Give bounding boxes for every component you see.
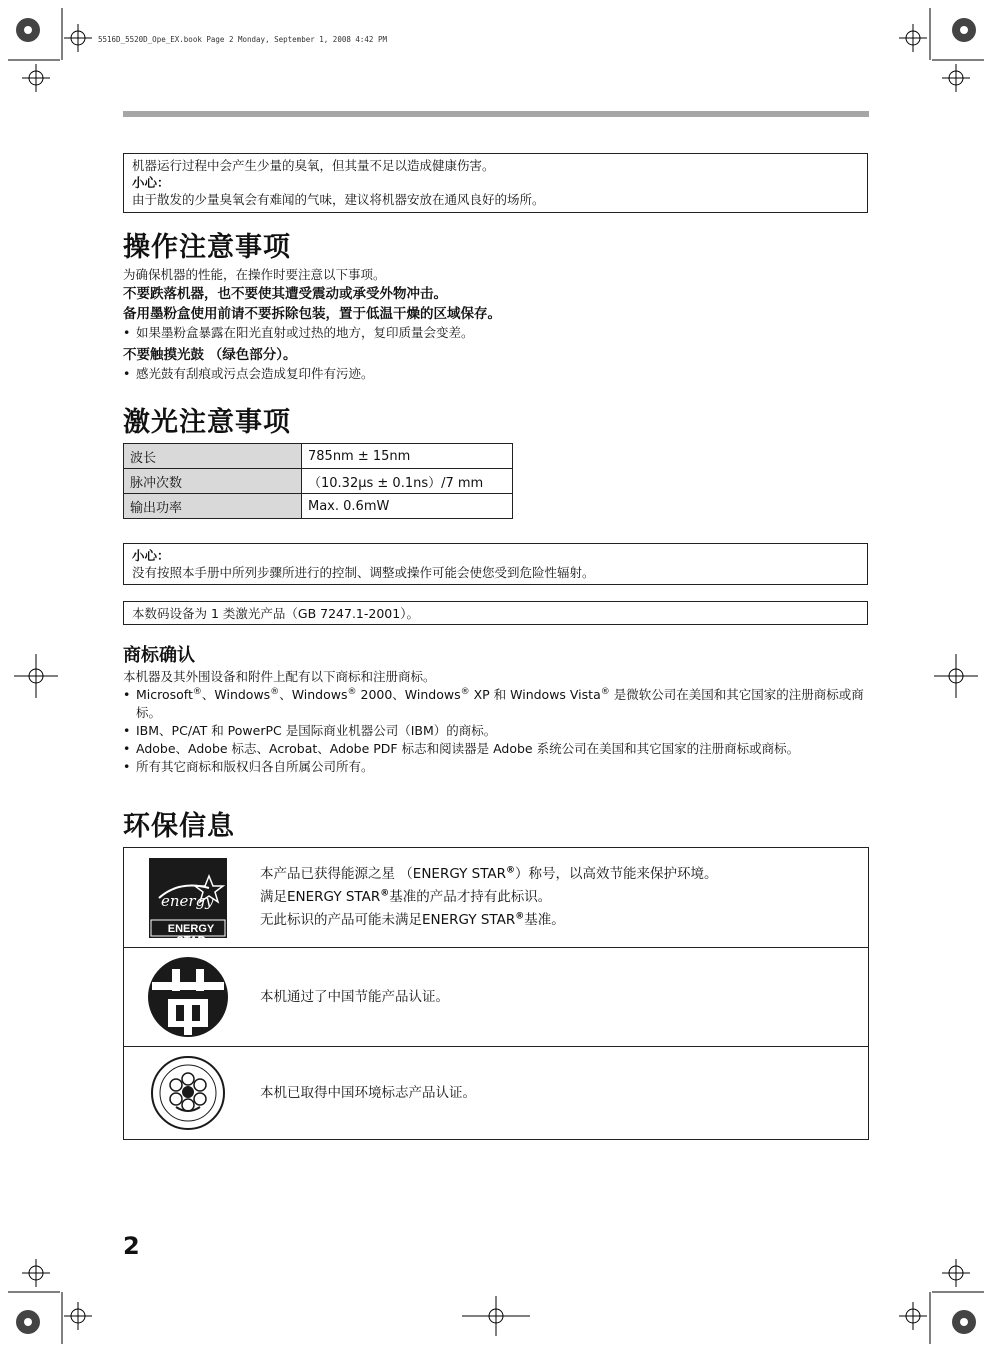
energy-star-logo (124, 858, 252, 947)
operation-bullet-2: • 感光鼓有刮痕或污点会造成复印件有污迹。 (123, 365, 869, 383)
laser-value-power: Max. 0.6mW (302, 494, 513, 519)
ozone-line1: 机器运行过程中会产生少量的臭氧，但其量不足以造成健康伤害。 (132, 158, 495, 173)
laser-class-text: 本数码设备为 1 类激光产品（GB 7247.1-2001）。 (132, 606, 419, 621)
ozone-line2: 由于散发的少量臭氧会有难闻的气味，建议将机器安放在通风良好的场所。 (132, 192, 545, 207)
environment-table (123, 847, 869, 1140)
ozone-notice (123, 153, 868, 213)
print-header: 5516D_5520D_Ope_EX.book Page 2 Monday, September 1, 2008 4:42 PM (98, 35, 387, 44)
laser-title: 激光注意事项 (123, 407, 291, 438)
ozone-caution-label: 小心： (132, 175, 170, 190)
page-number: 2 (123, 1232, 140, 1260)
laser-key-power: 输出功率 (124, 494, 302, 519)
table-row (124, 948, 868, 1047)
table-row (124, 848, 868, 948)
operation-rule-2: 备用墨粉盒使用前请不要拆除包装，置于低温干燥的区域保存。 (123, 306, 501, 322)
laser-caution-text: 没有按照本手册中所列步骤所进行的控制、调整或操作可能会使您受到危险性辐射。 (132, 565, 595, 580)
top-rule (123, 111, 869, 117)
laser-class-box (123, 601, 868, 625)
trademark-microsoft: • Microsoft®、Windows®、Windows® 2000、Windows® XP 和 Windows Vista® 是微软公司在美国和其它国家的注册商标或商标。 (123, 686, 869, 722)
svg-text:energy: energy (161, 891, 214, 910)
china-energy-conservation-icon (146, 955, 230, 1039)
operation-intro: 为确保机器的性能，在操作时要注意以下事项。 (123, 267, 386, 282)
operation-rule-1: 不要跌落机器，也不要使其遭受震动或承受外物冲击。 (123, 286, 447, 302)
operation-bullet-1: • 如果墨粉盒暴露在阳光直射或过热的地方，复印质量会变差。 (123, 324, 869, 342)
energy-star-text: 本产品已获得能源之星 （ENERGY STAR®）称号，以高效节能来保护环境。 满足ENERGY STAR®基准的产品才持有此标识。 无此标识的产品可能未满足ENERGY STAR®基准。 (260, 865, 718, 928)
operation-rule-3: 不要触摸光鼓 （绿色部分）。 (123, 347, 297, 363)
laser-value-wavelength: 785nm ± 15nm (302, 444, 513, 469)
laser-spec-table (123, 443, 513, 519)
china-environmental-label-icon (150, 1055, 226, 1131)
environment-title: 环保信息 (123, 811, 235, 842)
china-environmental-text: 本机已取得中国环境标志产品认证。 (260, 1084, 476, 1101)
china-environmental-label-logo (124, 1055, 252, 1131)
table-row (124, 494, 513, 519)
trademark-adobe: • Adobe、Adobe 标志、Acrobat、Adobe PDF 标志和阅读器是 Adobe 系统公司在美国和其它国家的注册商标或商标。 (123, 740, 869, 758)
trademark-intro: 本机器及其外围设备和附件上配有以下商标和注册商标。 (123, 669, 436, 684)
table-row (124, 469, 513, 494)
china-energy-text: 本机通过了中国节能产品认证。 (260, 988, 449, 1005)
trademark-title: 商标确认 (123, 645, 195, 666)
trademark-ibm: • IBM、PC/AT 和 PowerPC 是国际商业机器公司（IBM）的商标。 (123, 722, 869, 740)
operation-title: 操作注意事项 (123, 232, 291, 263)
trademark-others: • 所有其它商标和版权归各自所属公司所有。 (123, 758, 869, 776)
china-energy-logo (124, 955, 252, 1039)
laser-key-pulse: 脉冲次数 (124, 469, 302, 494)
laser-value-pulse: （10.32μs ± 0.1ns）/7 mm (302, 469, 513, 494)
energy-star-logo-text: ENERGY STAR (167, 923, 215, 947)
laser-caution-label: 小心： (132, 548, 170, 563)
laser-key-wavelength: 波长 (124, 444, 302, 469)
laser-caution-box (123, 543, 868, 585)
table-row (124, 444, 513, 469)
table-row (124, 1047, 868, 1139)
